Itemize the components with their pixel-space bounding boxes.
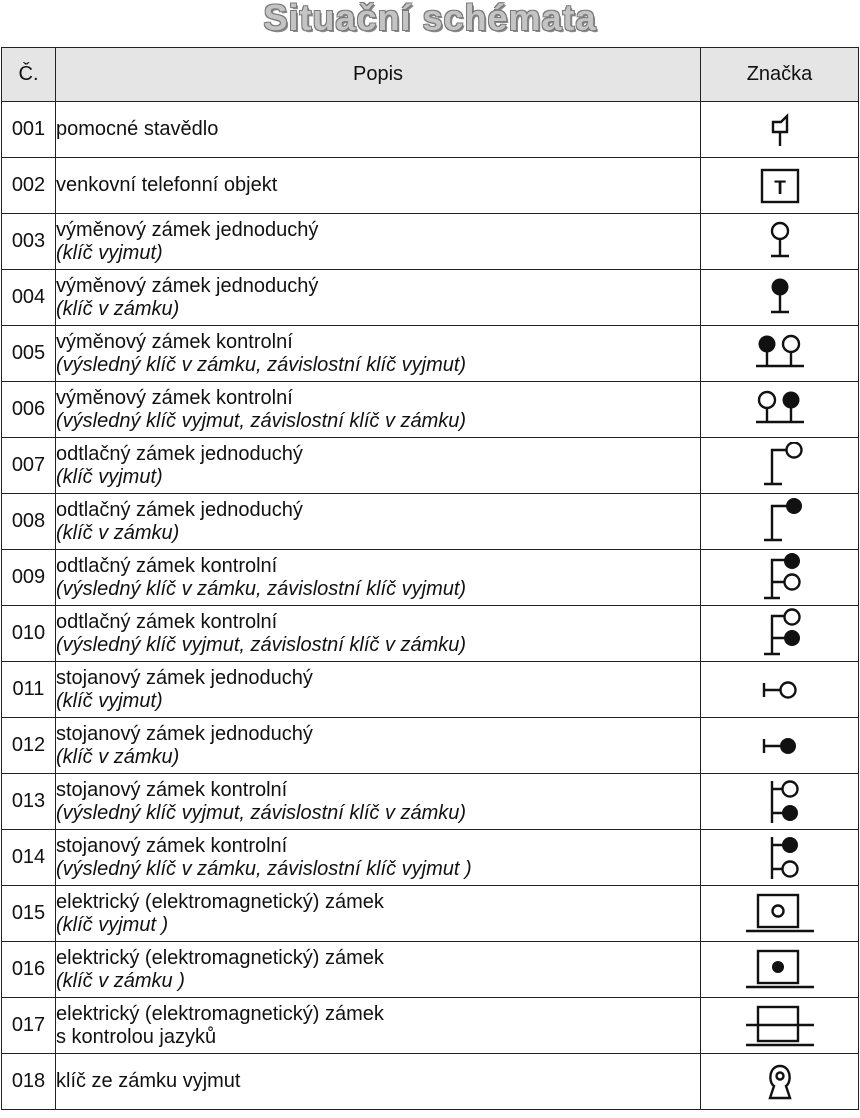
row-sign: [701, 942, 859, 998]
row-description-note: s kontrolou jazyků: [56, 1025, 217, 1048]
row-description-text: výměnový zámek kontrolní: [56, 386, 293, 409]
derail-control-lock-filled-top-icon: [701, 552, 858, 604]
row-sign: [701, 606, 859, 662]
row-sign: [701, 158, 859, 214]
switch-control-lock-filled-open-icon: [701, 332, 858, 376]
row-description-text: stojanový zámek kontrolní: [56, 778, 288, 801]
table-row: [2, 214, 859, 270]
row-description: [56, 606, 701, 662]
row-description-note: (klíč vyjmut ): [56, 913, 169, 936]
row-description-text: stojanový zámek jednoduchý: [56, 722, 313, 745]
row-sign: [701, 214, 859, 270]
table-row: [2, 494, 859, 550]
row-description-text: odtlačný zámek kontrolní: [56, 554, 278, 577]
row-description: [56, 326, 701, 382]
row-number: 009: [2, 550, 56, 606]
row-number: 005: [2, 326, 56, 382]
row-number: 004: [2, 270, 56, 326]
row-description-note: (výsledný klíč vyjmut, závislostní klíč v zámku): [56, 633, 467, 656]
table-row: [2, 326, 859, 382]
row-description: [56, 158, 701, 214]
svg-text:T: T: [773, 177, 786, 199]
row-number: 003: [2, 214, 56, 270]
row-description-text: výměnový zámek jednoduchý: [56, 218, 319, 241]
row-number: 015: [2, 886, 56, 942]
electric-lock-tongue-control-icon: [701, 1003, 858, 1049]
table-row: [2, 102, 859, 158]
row-number: 013: [2, 774, 56, 830]
row-description-text: odtlačný zámek jednoduchý: [56, 442, 303, 465]
row-description-text: klíč ze zámku vyjmut: [56, 1070, 241, 1092]
table-row: [2, 270, 859, 326]
row-sign: [701, 718, 859, 774]
row-description: [56, 774, 701, 830]
row-description: [56, 1054, 701, 1110]
table-row: [2, 550, 859, 606]
derail-lock-key-removed-icon: [701, 442, 858, 490]
row-description-note: (výsledný klíč vyjmut, závislostní klíč v zámku): [56, 801, 467, 824]
table-row: [2, 158, 859, 214]
table-row: [2, 606, 859, 662]
row-description: [56, 102, 701, 158]
row-description: [56, 270, 701, 326]
stand-lock-key-removed-icon: [701, 675, 858, 705]
row-description-note: (výsledný klíč v zámku, závislostní klíč vyjmut): [56, 353, 467, 376]
derail-control-lock-open-top-icon: [701, 608, 858, 660]
switch-lock-key-removed-icon: [701, 220, 858, 264]
header-sign: Značka: [701, 48, 859, 102]
stand-lock-key-inserted-icon: [701, 731, 858, 761]
table-row: [2, 830, 859, 886]
row-number: 011: [2, 662, 56, 718]
table-row: [2, 998, 859, 1054]
table-row: [2, 886, 859, 942]
row-description: [56, 438, 701, 494]
telephone-box-icon: [701, 166, 858, 206]
row-description-note: (klíč v zámku): [56, 297, 180, 320]
row-sign: [701, 494, 859, 550]
symbols-table: [1, 47, 859, 1110]
row-description-note: (výsledný klíč v zámku, závislostní klíč vyjmut ): [56, 857, 472, 880]
row-description-text: pomocné stavědlo: [56, 118, 219, 140]
stand-control-lock-filled-top-icon: [701, 833, 858, 883]
row-sign: [701, 886, 859, 942]
table-header-row: [2, 48, 859, 102]
row-description: [56, 998, 701, 1054]
row-description-note: (klíč v zámku ): [56, 969, 185, 992]
row-description: [56, 550, 701, 606]
row-sign: [701, 998, 859, 1054]
row-description: [56, 830, 701, 886]
row-sign: [701, 382, 859, 438]
row-number: 006: [2, 382, 56, 438]
row-description-text: venkovní telefonní objekt: [56, 174, 278, 196]
electric-lock-key-removed-icon: [701, 891, 858, 937]
row-sign: [701, 550, 859, 606]
row-sign: [701, 326, 859, 382]
row-description-text: výměnový zámek kontrolní: [56, 330, 293, 353]
row-sign: [701, 102, 859, 158]
row-number: 010: [2, 606, 56, 662]
row-number: 001: [2, 102, 56, 158]
row-description-note: (výsledný klíč v zámku, závislostní klíč vyjmut): [56, 577, 467, 600]
row-description-text: elektrický (elektromagnetický) zámek: [56, 890, 384, 913]
row-description: [56, 662, 701, 718]
derail-lock-key-inserted-icon: [701, 498, 858, 546]
row-description: [56, 382, 701, 438]
row-sign: [701, 438, 859, 494]
auxiliary-signal-box-icon: [701, 110, 858, 150]
row-number: 012: [2, 718, 56, 774]
header-number: Č.: [2, 48, 56, 102]
row-description-note: (klíč vyjmut): [56, 241, 163, 264]
header-description: Popis: [56, 48, 701, 102]
page-title: Situační schémata: [263, 0, 597, 38]
row-description: [56, 886, 701, 942]
row-number: 002: [2, 158, 56, 214]
row-number: 017: [2, 998, 56, 1054]
row-number: 018: [2, 1054, 56, 1110]
table-row: [2, 662, 859, 718]
stand-control-lock-open-top-icon: [701, 777, 858, 827]
key-removed-keyhole-icon: [701, 1060, 858, 1104]
row-description-note: (klíč v zámku): [56, 745, 180, 768]
table-row: [2, 942, 859, 998]
row-description-text: odtlačný zámek jednoduchý: [56, 498, 303, 521]
switch-lock-key-inserted-icon: [701, 276, 858, 320]
table-row: [2, 382, 859, 438]
row-number: 016: [2, 942, 56, 998]
row-description-note: (klíč v zámku): [56, 521, 180, 544]
row-sign: [701, 270, 859, 326]
electric-lock-key-inserted-icon: [701, 947, 858, 993]
row-number: 008: [2, 494, 56, 550]
row-description-text: stojanový zámek jednoduchý: [56, 666, 313, 689]
row-number: 007: [2, 438, 56, 494]
row-description-text: elektrický (elektromagnetický) zámek: [56, 946, 384, 969]
row-sign: [701, 830, 859, 886]
row-sign: [701, 1054, 859, 1110]
switch-control-lock-open-filled-icon: [701, 388, 858, 432]
row-description: [56, 718, 701, 774]
row-description-text: odtlačný zámek kontrolní: [56, 610, 278, 633]
row-description-note: (klíč vyjmut): [56, 689, 163, 712]
row-description-text: stojanový zámek kontrolní: [56, 834, 288, 857]
row-description: [56, 494, 701, 550]
row-description: [56, 942, 701, 998]
row-sign: [701, 662, 859, 718]
table-row: [2, 1054, 859, 1110]
table-row: [2, 774, 859, 830]
table-row: [2, 718, 859, 774]
row-description-text: elektrický (elektromagnetický) zámek: [56, 1002, 384, 1025]
row-description: [56, 214, 701, 270]
row-number: 014: [2, 830, 56, 886]
row-description-note: (výsledný klíč vyjmut, závislostní klíč v zámku): [56, 409, 467, 432]
table-row: [2, 438, 859, 494]
row-sign: [701, 774, 859, 830]
row-description-text: výměnový zámek jednoduchý: [56, 274, 319, 297]
row-description-note: (klíč vyjmut): [56, 465, 163, 488]
